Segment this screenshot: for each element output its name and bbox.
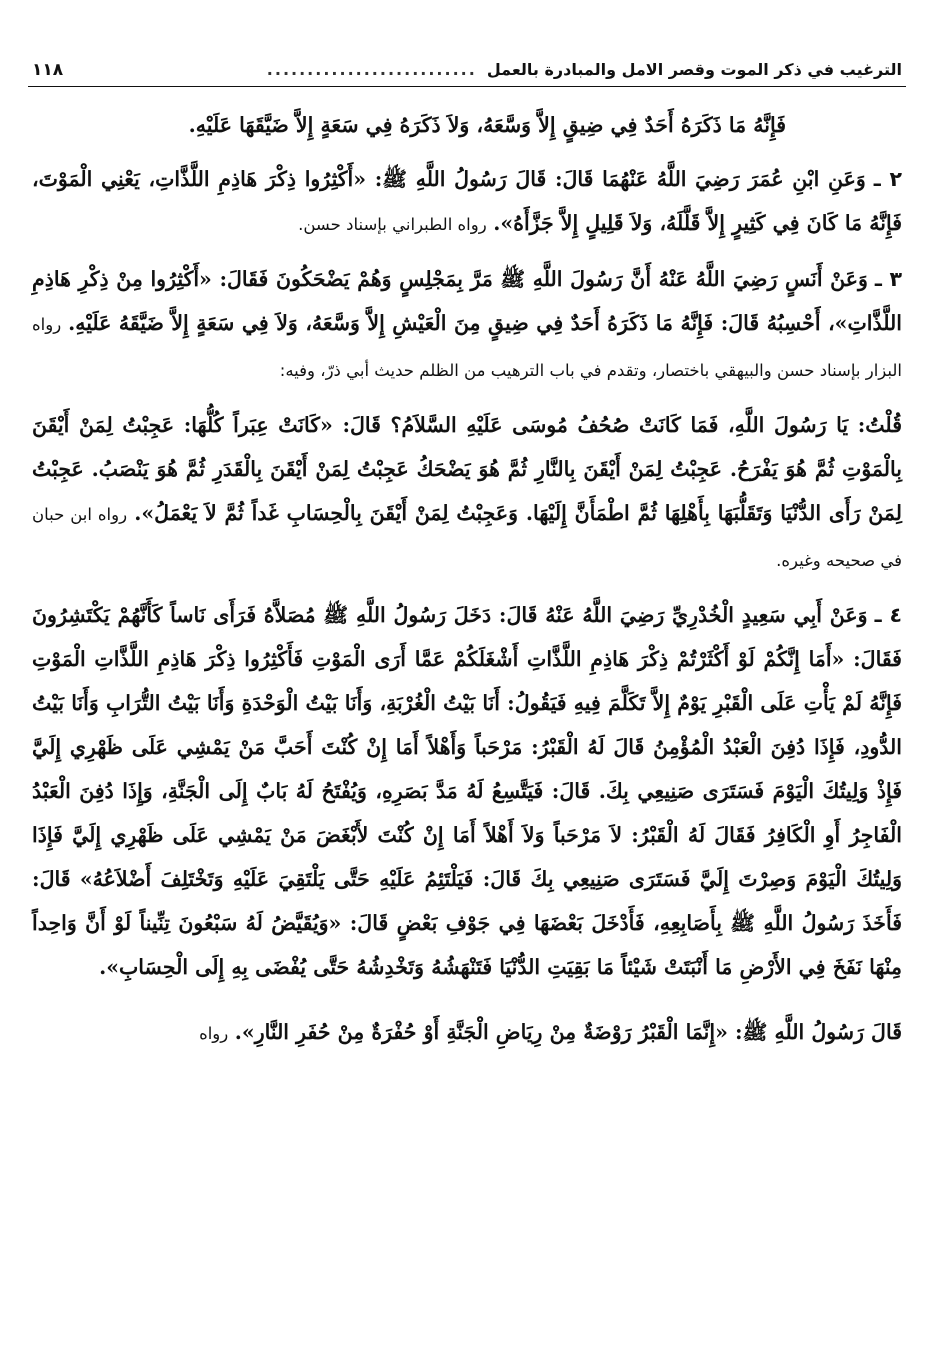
source-note: رواه ابن حبان في صحيحه وغيره. (32, 505, 902, 570)
hadith-text: قَالَ رَسُولُ اللَّهِ ﷺ: «إِنَّمَا الْقَبْرُ رَوْضَةٌ مِنْ رِيَاضِ الْجَنَّةِ أَوْ حُفْرَةٌ مِنْ حُفَرِ النَّارِ». (234, 1019, 902, 1044)
paragraph-continuation (28, 103, 906, 147)
hadith-text: وَعَنْ أَنَسٍ رَضِيَ اللَّهُ عَنْهُ أَنَّ رَسُولَ اللَّهِ ﷺ مَرَّ بِمَجْلِسٍ وَهُمْ يَضْحَكُونَ فَقَالَ: «أَكْثِرُوا مِنْ ذِكْرِ هَاذِمِ اللَّذَّاتِ»، أَحْسِبُهُ قَالَ: فَإِنَّهُ مَا ذَكَرَهُ أَحَدٌ فِي ضِيقٍ مِنَ الْعَيْشِ إِلاَّ وَسَّعَهُ، وَلاَ فِي سَعَةٍ إِلاَّ ضَيَّقَهُ عَلَيْهِ. (32, 267, 902, 335)
hadith-number: ٣ ـ (874, 267, 902, 291)
source-note: رواه (199, 1023, 229, 1043)
book-page (28, 60, 906, 1349)
source-note: رواه الطبراني بإسناد حسن. (298, 215, 487, 234)
hadith-3-quote (28, 403, 906, 583)
hadith-number: ٤ ـ (874, 603, 902, 627)
hadith-3 (28, 257, 906, 393)
hadith-text: وَعَنْ أَبِي سَعِيدٍ الْخُدْرِيِّ رَضِيَ اللَّهُ عَنْهُ قَالَ: دَخَلَ رَسُولُ اللَّهِ ﷺ مُصَلاَّهُ فَرَأَى نَاساً كَأَنَّهُمْ يَكْتَشِرُونَ فَقَالَ: «أَمَا إِنَّكُمْ لَوْ أَكْثَرْتُمْ ذِكْرَ هَاذِمِ اللَّذَّاتِ أَشْغَلَكُمْ عَمَّا أَرَى الْمَوْتِ فَأَكْثِرُوا ذِكْرَ هَاذِمِ اللَّذَّاتِ الْمَوْتِ فَإِنَّهُ لَمْ يَأْتِ عَلَى الْقَبْرِ يَوْمٌ إِلاَّ تَكَلَّمَ فِيهِ فَيَقُولُ: أَنَا بَيْتُ الْغُرْبَةِ، وَأَنَا بَيْتُ الْوَحْدَةِ وَأَنَا بَيْتُ التُّرَابِ وَأَنَا بَيْتُ الدُّودِ، فَإِذَا دُفِنَ الْعَبْدُ الْمُؤْمِنُ قَالَ لَهُ الْقَبْرُ: مَرْحَباً وَأَهْلاً أَمَا إِنْ كُنْتَ أَحَبَّ مَنْ يَمْشِي عَلَى ظَهْرِي إِلَيَّ فَإِذْ وَلِيتُكَ الْيَوْمَ فَسَتَرَى صَنِيعِي بِكَ. قَالَ: فَيَتَّسِعُ لَهُ مَدَّ بَصَرِهِ، وَيُفْتَحُ لَهُ بَابٌ إِلَى الْجَنَّةِ، وَإِذَا دُفِنَ الْعَبْدُ الْفَاجِرُ أَوِ الْكَافِرُ فَقَالَ لَهُ الْقَبْرُ: لاَ مَرْحَباً وَلاَ أَهْلاً أَمَا إِنْ كُنْتَ لأَبْغَضَ مَنْ يَمْشِي عَلَى ظَهْرِي إِلَيَّ فَإِذَا وَلِيتُكَ الْيَوْمَ وَصِرْتَ إِلَيَّ فَسَتَرَى صَنِيعِي بِكَ قَالَ: فَيَلْتَئِمُ عَلَيْهِ حَتَّى يَلْتَقِيَ عَلَيْهِ وَتَخْتَلِفَ أَضْلاَعُهُ» قَالَ: فَأَخَذَ رَسُولُ اللَّهِ ﷺ بِأَصَابِعِهِ، فَأَدْخَلَ بَعْضَهَا فِي جَوْفِ بَعْضٍ قَالَ: «وَيُقَيَّضُ لَهُ سَبْعُونَ تِنِّيناً لَوْ أَنَّ وَاحِداً مِنْهَا نَفَخَ فِي الأَرْضِ مَا أَنْبَتَتْ شَيْئاً مَا بَقِيَتِ الدُّنْيَا فَتَنْهَشُهُ وَتَخْدِشُهُ حَتَّى يُفْضَى بِهِ إِلَى الْحِسَابِ». (32, 603, 902, 979)
leader-dots: .......................... (266, 60, 477, 79)
page-number: ١١٨ (32, 60, 64, 80)
source-note: رواه البزار بإسناد حسن والبيهقي باختصار، وتقدم في باب الترهيب من الظلم حديث أبي ذرّ، وفيه: (32, 315, 902, 380)
running-header (28, 60, 906, 87)
hadith-text: فَإِنَّهُ مَا ذَكَرَهُ أَحَدٌ فِي ضِيقٍ إِلاَّ وَسَّعَهُ، وَلاَ ذَكَرَهُ فِي سَعَةٍ إِلاَّ ضَيَّقَهَا عَلَيْهِ. (188, 113, 786, 137)
hadith-2 (28, 157, 906, 247)
hadith-closing-line (28, 1010, 906, 1056)
hadith-text: وَعَنِ ابْنِ عُمَرَ رَضِيَ اللَّهُ عَنْهُمَا قَالَ: قَالَ رَسُولُ اللَّهِ ﷺ: «أَكْثِرُوا ذِكْرَ هَاذِمِ اللَّذَّاتِ، يَعْنِي الْمَوْتَ، فَإِنَّهُ مَا كَانَ فِي كَثِيرٍ إِلاَّ قَلَّلَهُ، وَلاَ قَلِيلٍ إِلاَّ جَزَّأَهُ». (32, 167, 902, 235)
hadith-text: قُلْتُ: يَا رَسُولَ اللَّهِ، فَمَا كَانَتْ صُحُفُ مُوسَى عَلَيْهِ السَّلاَمُ؟ قَالَ: «كَانَتْ عِبَراً كُلُّهَا: عَجِبْتُ لِمَنْ أَيْقَنَ بِالْمَوْتِ ثُمَّ هُوَ يَفْرَحُ. عَجِبْتُ لِمَنْ أَيْقَنَ بِالنَّارِ ثُمَّ هُوَ يَضْحَكُ عَجِبْتُ لِمَنْ أَيْقَنَ بِالْقَدَرِ ثُمَّ هُوَ يَنْصَبُ. عَجِبْتُ لِمَنْ رَأَى الدُّنْيَا وَتَقَلُّبَهَا بِأَهْلِهَا ثُمَّ اطْمَأَنَّ إِلَيْهَا. وَعَجِبْتُ لِمَنْ أَيْقَنَ بِالْحِسَابِ غَداً ثُمَّ لاَ يَعْمَلُ». (32, 413, 902, 525)
chapter-title: الترغيب في ذكر الموت وقصر الامل والمبادرة بالعمل (486, 60, 902, 79)
hadith-4 (28, 593, 906, 989)
hadith-number: ٢ ـ (873, 167, 902, 191)
